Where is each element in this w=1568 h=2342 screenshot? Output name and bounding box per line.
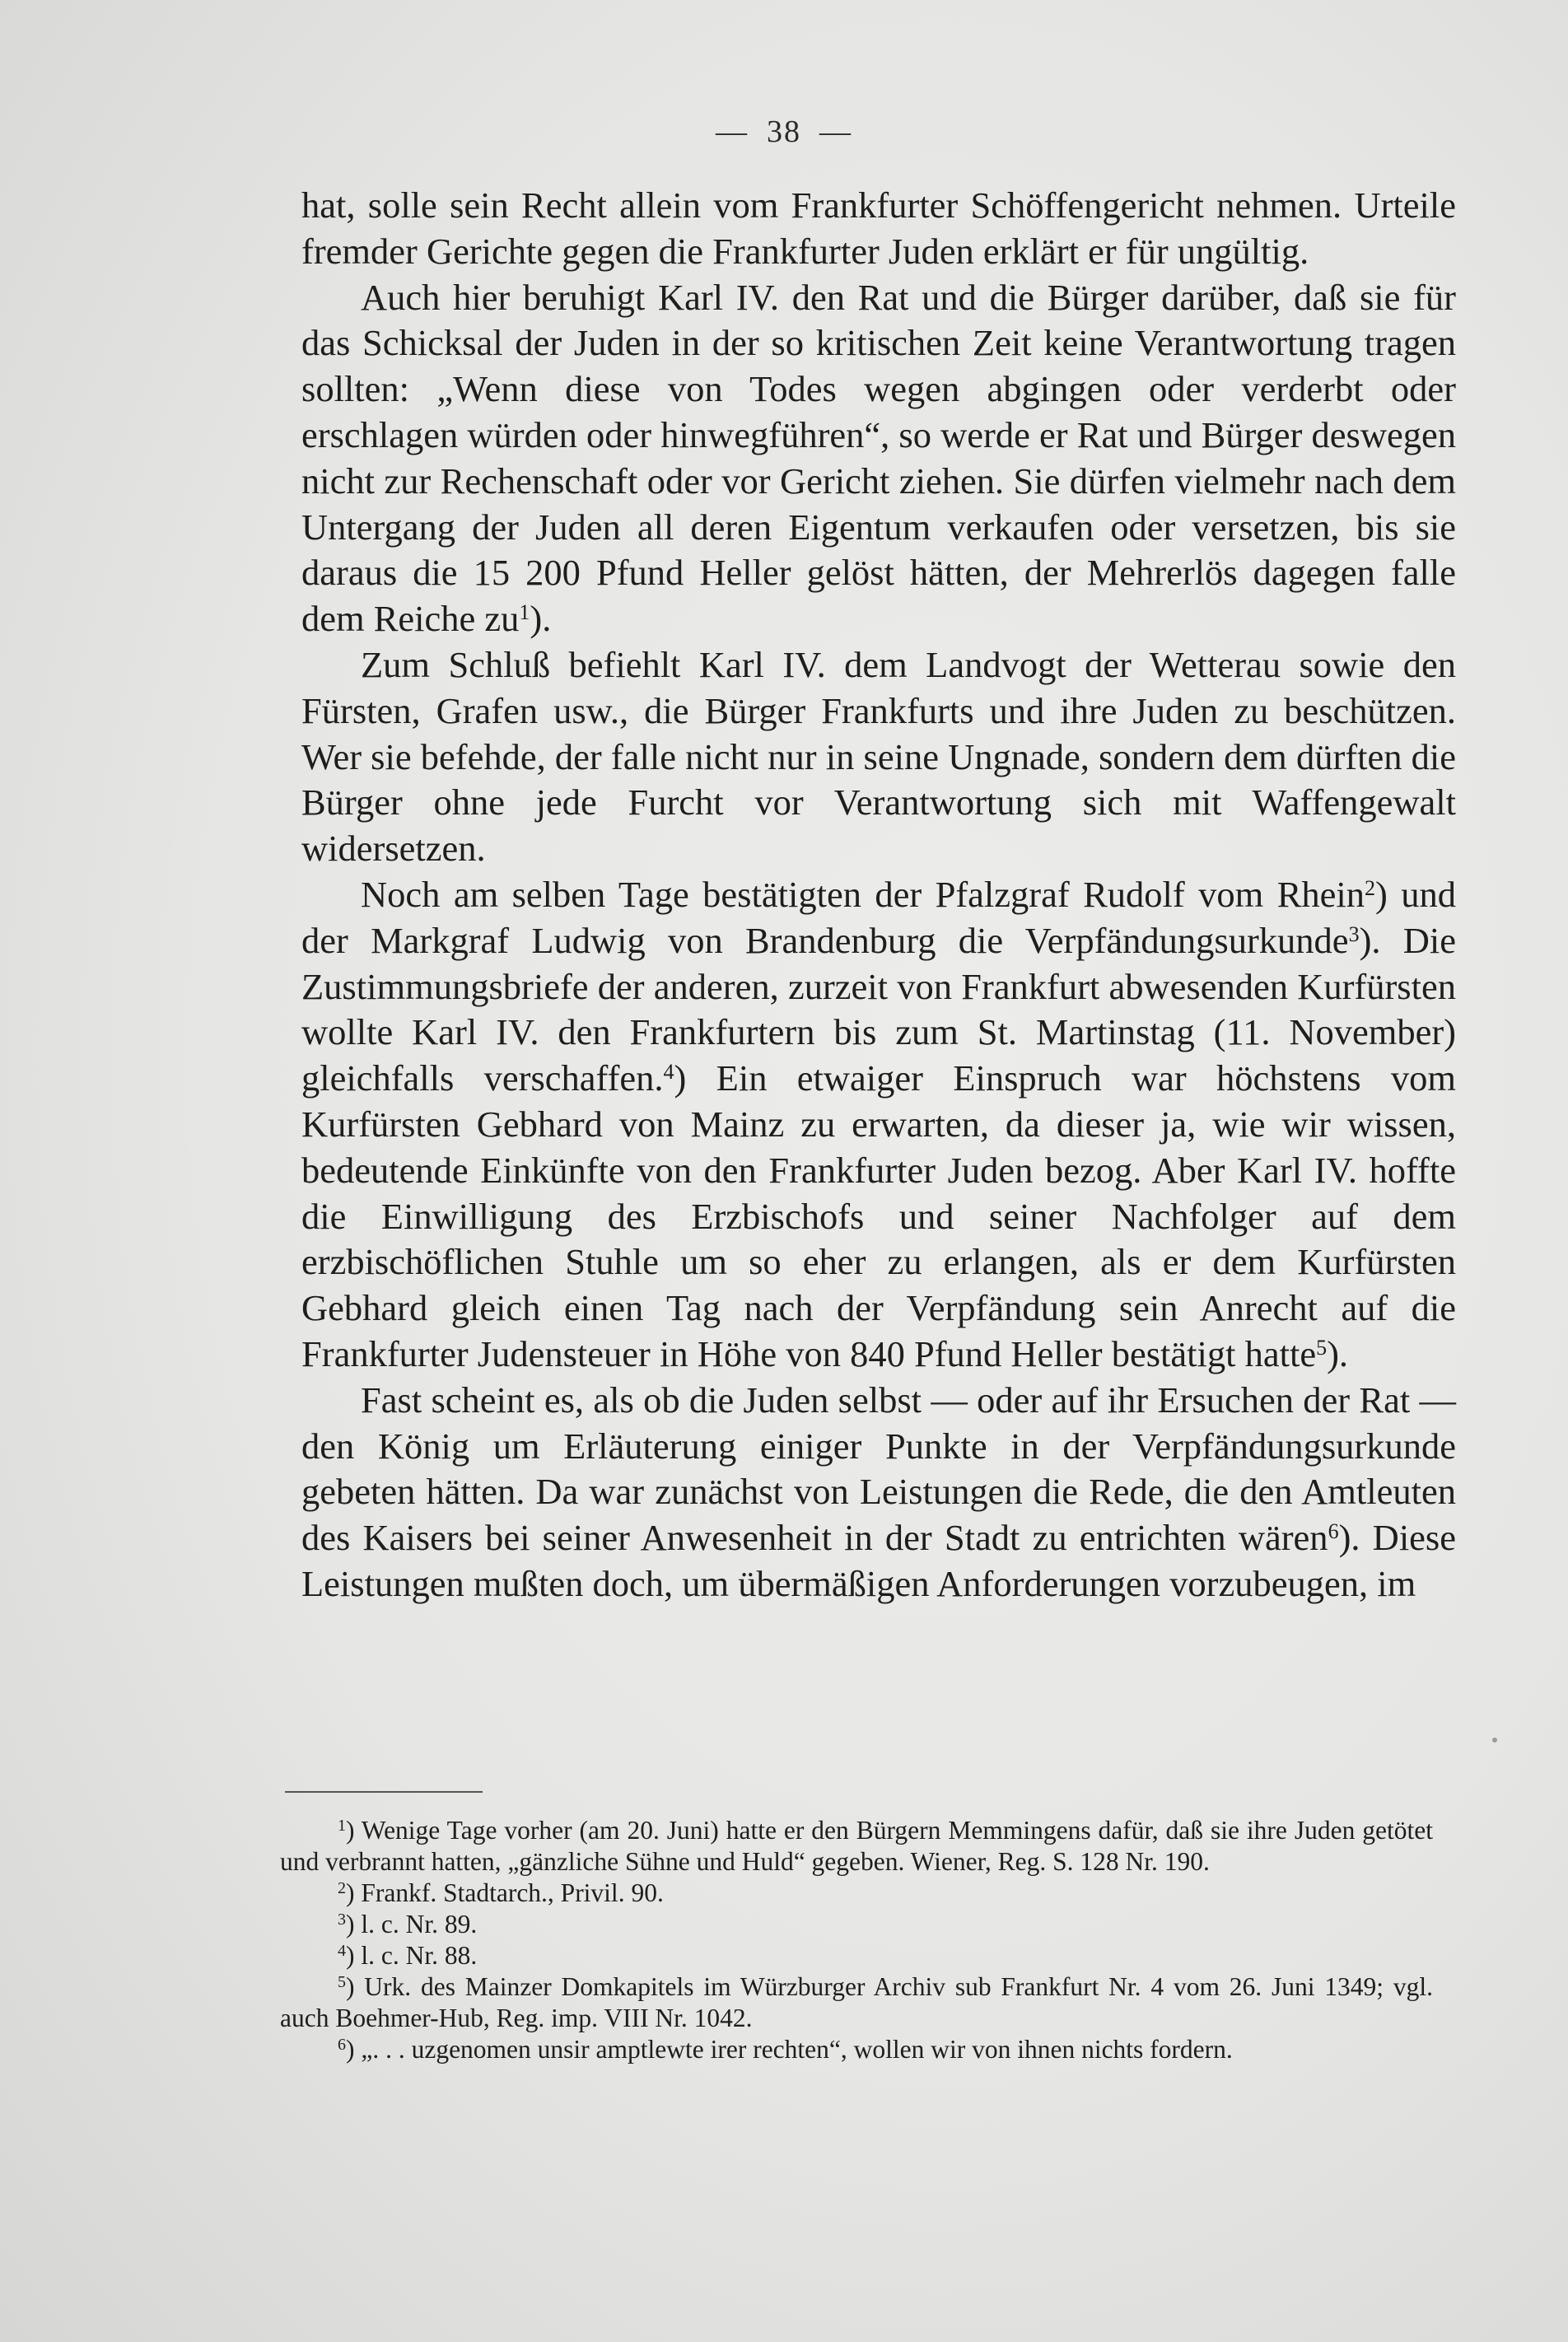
footnote-ref-1: 1 [519, 600, 530, 625]
footnote-1-text: ) Wenige Tage vorher (am 20. Juni) hatte er den Bürgern Memmingens dafür, daß sie ihre Juden getötet und verbrannt hatten, „gänzliche Sühne und Huld“ gegeben. Wiener, Reg. S. 128 Nr. 190. [280, 1816, 1433, 1876]
footnote-ref-6: 6 [1328, 1519, 1339, 1544]
footnote-ref-3: 3 [1348, 921, 1360, 946]
footnote-2 [280, 1878, 1433, 1909]
paragraph-4-end: ). [1327, 1332, 1349, 1374]
footnote-6-text: ) „. . . uzgenomen unsir amptlewte irer rechten“, wollen wir von ihnen nichts fordern. [346, 2035, 1233, 2064]
footnote-1-mark: 1 [338, 1817, 346, 1835]
paragraph-2-end: ). [530, 598, 552, 640]
footnote-4-mark: 4 [338, 1942, 346, 1960]
paragraph-1: hat, solle sein Recht allein vom Frankfurter Schöffengericht nehmen. Urteile fremder Gerichte gegen die Frankfurter Juden erklärt er für ungültig. [301, 184, 1456, 272]
footnote-2-mark: 2 [338, 1879, 346, 1897]
paragraph-2 [301, 275, 1456, 642]
footnote-ref-5: 5 [1316, 1335, 1328, 1360]
footnote-6-mark: 6 [338, 2036, 346, 2054]
footnote-4-text: ) l. c. Nr. 88. [346, 1941, 478, 1970]
page-number-dash-right: — [819, 114, 852, 149]
footnote-separator [285, 1791, 483, 1793]
paragraph-4 [301, 872, 1456, 1378]
footnote-5 [280, 1971, 1433, 2034]
paragraph-4-text-c: ). Die Zustimmungsbriefe der anderen, zurzeit von Frankfurt abwesenden Kurfürsten wollte Karl IV. den Frankfurtern bis zum St. Martinstag (11. November) gleichfalls verschaffen. [301, 919, 1457, 1099]
paragraph-5-text-b: ). Diese Leistungen mußten doch, um übermäßigen Anforderungen vorzubeugen, im [301, 1517, 1457, 1604]
footnote-4 [280, 1940, 1433, 1971]
footnote-5-text: ) Urk. des Mainzer Domkapitels im Würzburger Archiv sub Frankfurt Nr. 4 vom 26. Juni 1349; vgl. auch Boehmer-Hub, Reg. imp. VIII Nr. 1042. [280, 1972, 1433, 2032]
paragraph-4-text-d: ) Ein etwaiger Einspruch war höchstens vom Kurfürsten Gebhard von Mainz zu erwarten, da dieser ja, wie wir wissen, bedeutende Einkünfte von den Frankfurter Juden bezog. Aber Karl IV. hoffte die Einwilligung des Erzbischofs und seiner Nachfolger auf dem erzbischöflichen Stuhle um so eher zu erlangen, als er dem Kurfürsten Gebhard gleich einen Tag nach der Verpfändung sein Anrecht auf die Frankfurter Judensteuer in Höhe von 840 Pfund Heller bestätigt hatte [301, 1057, 1456, 1374]
footnote-ref-2: 2 [1365, 875, 1375, 900]
footnote-2-text: ) Frankf. Stadtarch., Privil. 90. [346, 1878, 664, 1907]
footnote-ref-4: 4 [663, 1060, 674, 1085]
paragraph-5-text-a: Fast scheint es, als ob die Juden selbst — oder auf ihr Ersuchen der Rat — den König um Erläuterung einiger Punkte in der Verpfändungsurkunde gebeten hätten. Da war zunächst von Leistungen die Rede, die den Amtleuten des Kaisers bei seiner Anwesenheit in der Stadt zu entrichten wären [301, 1379, 1456, 1559]
paragraph-2-text: Auch hier beruhigt Karl IV. den Rat und die Bürger darüber, daß sie für das Schicksal der Juden in der so kritischen Zeit keine Verantwortung tragen sollten: „Wenn diese von Todes wegen abgingen oder verderbt oder erschlagen würden oder hinwegführen“, so werde er Rat und Bürger deswegen nicht zur Rechenschaft oder vor Gericht ziehen. Sie dürfen vielmehr nach dem Untergang der Juden all deren Eigentum verkaufen oder versetzen, bis sie daraus die 15 200 Pfund Heller gelöst hätten, der Mehrerlös dagegen falle dem Reiche zu [301, 276, 1456, 640]
footnote-3-mark: 3 [338, 1910, 346, 1929]
paragraph-5 [301, 1378, 1456, 1607]
page-number-dash-left: — [716, 114, 749, 149]
paper-speck [1492, 1738, 1497, 1743]
footnote-3 [280, 1909, 1433, 1940]
paragraph-3: Zum Schluß befiehlt Karl IV. dem Landvogt der Wetterau sowie den Fürsten, Grafen usw., die Bürger Frankfurts und ihre Juden zu beschützen. Wer sie befehde, der falle nicht nur in seine Ungnade, sondern dem dürften die Bürger ohne jede Furcht vor Verantwortung sich mit Waffengewalt widersetzen. [301, 643, 1456, 870]
footnotes [280, 1815, 1433, 2065]
footnote-3-text: ) l. c. Nr. 89. [346, 1910, 478, 1938]
footnote-5-mark: 5 [338, 1973, 346, 1991]
footnote-6 [280, 2034, 1433, 2065]
paragraph-4-text-b: ) und der Markgraf Ludwig von Brandenburg die Verpfändungsurkunde [301, 873, 1456, 961]
footnote-1 [280, 1815, 1433, 1878]
body-text [301, 183, 1456, 1607]
page-number [0, 114, 1568, 150]
page-number-value: 38 [767, 114, 801, 149]
paragraph-4-text-a: Noch am selben Tage bestätigten der Pfalzgraf Rudolf vom Rhein [361, 873, 1365, 915]
